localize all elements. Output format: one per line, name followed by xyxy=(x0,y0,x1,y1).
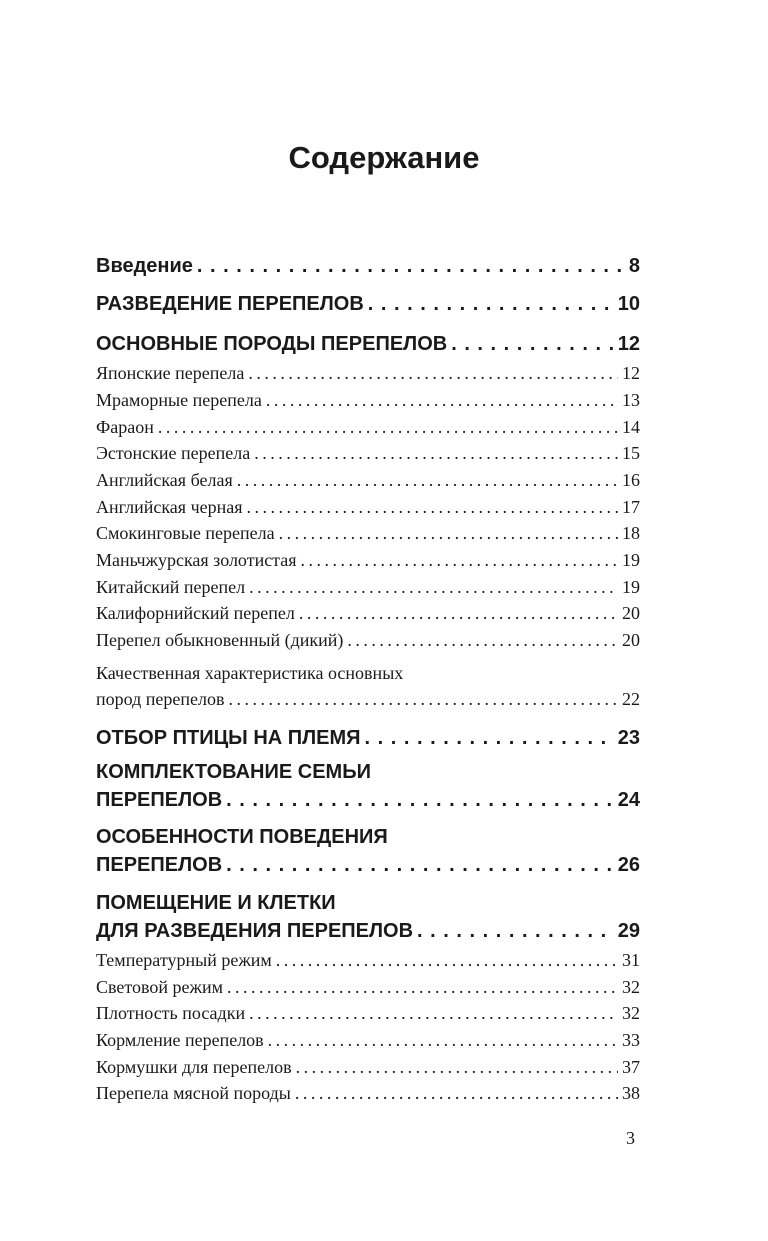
toc-entry-page: 31 xyxy=(622,950,640,970)
toc-entry-title: Фараон xyxy=(96,417,154,437)
toc-entry[interactable] xyxy=(96,547,640,573)
dot-leader xyxy=(226,851,614,879)
dot-leader xyxy=(296,1054,618,1080)
dot-leader xyxy=(365,724,614,752)
toc-entry-page: 37 xyxy=(622,1057,640,1077)
toc-entry-page: 10 xyxy=(617,293,640,315)
toc-entry-page: 19 xyxy=(622,577,640,597)
toc-entry[interactable] xyxy=(96,660,640,712)
toc-entry-page: 38 xyxy=(622,1083,640,1103)
toc-entry-title: ДЛЯ РАЗВЕДЕНИЯ ПЕРЕПЕЛОВ xyxy=(96,920,414,942)
toc-entry-page: 15 xyxy=(622,443,640,463)
dot-leader xyxy=(347,627,618,653)
dot-leader xyxy=(247,494,618,520)
toc-entry-page: 8 xyxy=(628,255,640,277)
toc-entry-page: 20 xyxy=(622,603,640,623)
toc-entry-page: 23 xyxy=(617,727,640,749)
toc-entry-title: РАЗВЕДЕНИЕ ПЕРЕПЕЛОВ xyxy=(96,293,364,315)
dot-leader xyxy=(248,360,618,386)
toc-entry[interactable] xyxy=(96,520,640,546)
toc-entry-title: Световой режим xyxy=(96,977,223,997)
toc-entry[interactable] xyxy=(96,1000,640,1026)
toc-entry[interactable] xyxy=(96,1054,640,1080)
toc-entry-page: 17 xyxy=(622,497,640,517)
toc-entry-title: Перепел обыкновенный (дикий) xyxy=(96,630,344,650)
toc-entry-page: 26 xyxy=(617,854,640,876)
toc-entry[interactable] xyxy=(96,724,640,752)
toc-entry-title-line: ПОМЕЩЕНИЕ И КЛЕТКИ xyxy=(96,892,336,914)
toc-entry-page: 32 xyxy=(622,1003,640,1023)
page-title: Содержание xyxy=(288,140,480,175)
toc-entry[interactable] xyxy=(96,360,640,386)
dot-leader xyxy=(417,917,614,945)
toc-entry-title: Введение xyxy=(96,255,193,277)
toc-entry-title: пород перепелов xyxy=(96,689,225,709)
toc-entry-page: 16 xyxy=(622,470,640,490)
toc-entry[interactable] xyxy=(96,974,640,1000)
toc-entry-title: Английская белая xyxy=(96,470,233,490)
toc-entry[interactable] xyxy=(96,440,640,466)
toc-entry[interactable] xyxy=(96,600,640,626)
toc-entry-title: Кормление перепелов xyxy=(96,1030,264,1050)
dot-leader xyxy=(249,574,618,600)
toc-entry[interactable] xyxy=(96,467,640,493)
toc-entry-page: 24 xyxy=(617,789,640,811)
toc-entry[interactable] xyxy=(96,823,640,879)
toc-entry[interactable] xyxy=(96,330,640,358)
dot-leader xyxy=(158,414,618,440)
toc-entry-title: Перепела мясной породы xyxy=(96,1083,291,1103)
toc-entry-page: 18 xyxy=(622,523,640,543)
toc-entry[interactable] xyxy=(96,252,640,280)
dot-leader xyxy=(301,547,618,573)
toc-entry-title: Плотность посадки xyxy=(96,1003,246,1023)
toc-entry-title: Английская черная xyxy=(96,497,243,517)
toc-entry[interactable] xyxy=(96,758,640,814)
toc-entry[interactable] xyxy=(96,494,640,520)
toc-entry-page: 13 xyxy=(622,390,640,410)
toc-entry-title: Кормушки для перепелов xyxy=(96,1057,292,1077)
toc-entry-title: Смокинговые перепела xyxy=(96,523,275,543)
toc-entry[interactable] xyxy=(96,290,640,318)
toc-entry-page: 20 xyxy=(622,630,640,650)
toc-entry-page: 22 xyxy=(622,689,640,709)
toc-entry[interactable] xyxy=(96,414,640,440)
toc-entry-page: 32 xyxy=(622,977,640,997)
toc-entry-page: 19 xyxy=(622,550,640,570)
dot-leader xyxy=(268,1027,618,1053)
dot-leader xyxy=(295,1080,618,1106)
toc-entry[interactable] xyxy=(96,1080,640,1106)
toc-entry[interactable] xyxy=(96,1027,640,1053)
dot-leader xyxy=(451,330,614,358)
toc-entry-title: ОСНОВНЫЕ ПОРОДЫ ПЕРЕПЕЛОВ xyxy=(96,333,448,355)
toc-entry-title: Маньчжурская золотистая xyxy=(96,550,297,570)
toc-entry[interactable] xyxy=(96,889,640,945)
dot-leader xyxy=(299,600,618,626)
toc-entry-title: Эстонские перепела xyxy=(96,443,251,463)
dot-leader xyxy=(279,520,618,546)
toc-entry-page: 29 xyxy=(617,920,640,942)
toc-entry[interactable] xyxy=(96,574,640,600)
toc-entry-title: Мраморные перепела xyxy=(96,390,262,410)
toc-entry-title-line: КОМПЛЕКТОВАНИЕ СЕМЬИ xyxy=(96,761,371,783)
dot-leader xyxy=(368,290,614,318)
toc-entry[interactable] xyxy=(96,387,640,413)
dot-leader xyxy=(266,387,618,413)
dot-leader xyxy=(197,252,625,280)
toc-entry-page: 14 xyxy=(622,417,640,437)
toc-entry[interactable] xyxy=(96,627,640,653)
toc-entry-title: ОТБОР ПТИЦЫ НА ПЛЕМЯ xyxy=(96,727,361,749)
dot-leader xyxy=(229,686,619,712)
dot-leader xyxy=(226,786,614,814)
toc-entry-title: Китайский перепел xyxy=(96,577,246,597)
toc-entry-title: ПЕРЕПЕЛОВ xyxy=(96,854,223,876)
dot-leader xyxy=(237,467,618,493)
toc-entry-title-line: Качественная характеристика основных xyxy=(96,663,404,683)
toc-entry-title-line: ОСОБЕННОСТИ ПОВЕДЕНИЯ xyxy=(96,826,388,848)
toc-entry-title: Японские перепела xyxy=(96,363,245,383)
toc-entry-page: 12 xyxy=(622,363,640,383)
page-number: 3 xyxy=(626,1128,635,1148)
dot-leader xyxy=(227,974,618,1000)
dot-leader xyxy=(254,440,618,466)
toc-entry-title: Температурный режим xyxy=(96,950,272,970)
toc-entry-title: ПЕРЕПЕЛОВ xyxy=(96,789,223,811)
toc-entry-title: Калифорнийский перепел xyxy=(96,603,295,623)
dot-leader xyxy=(249,1000,618,1026)
toc-entry-page: 33 xyxy=(622,1030,640,1050)
toc-entry-page: 12 xyxy=(617,333,640,355)
dot-leader xyxy=(276,947,618,973)
toc-entry[interactable] xyxy=(96,947,640,973)
